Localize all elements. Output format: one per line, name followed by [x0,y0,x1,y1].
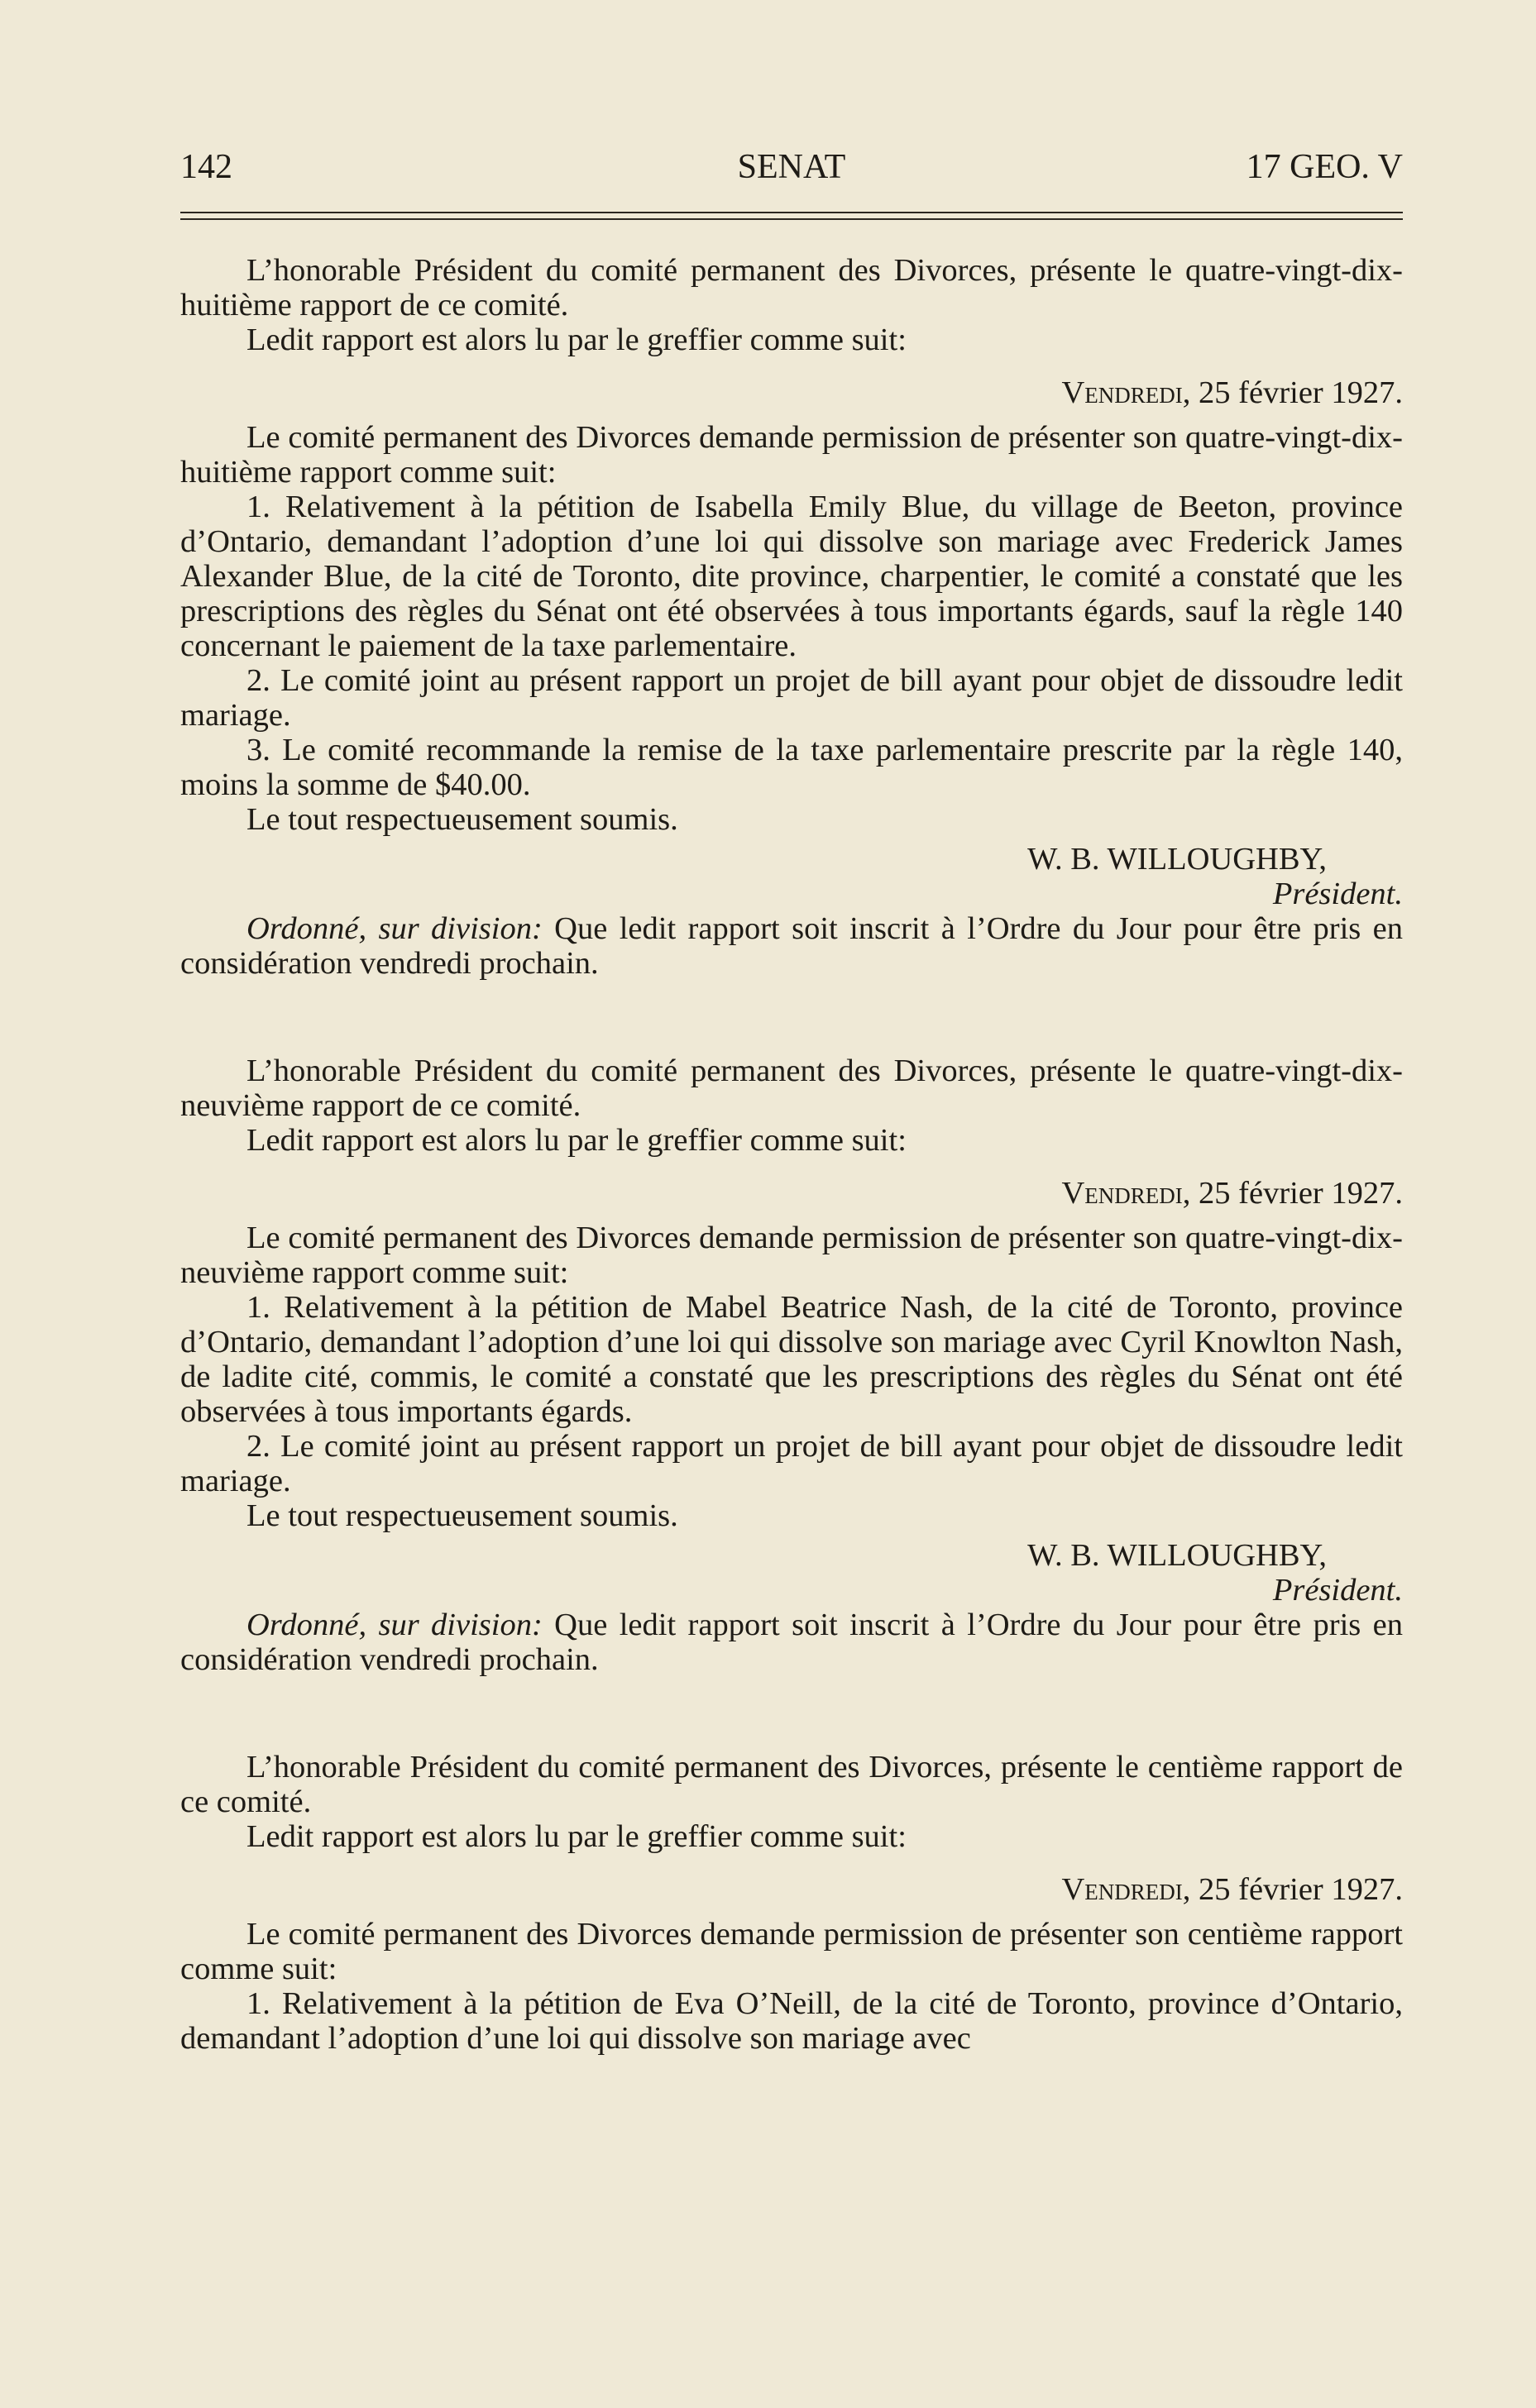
request-paragraph: Le comité permanent des Divorces demande permission de présenter son quatre-vingt-dix-neuvième rapport comme suit: [180,1221,1403,1290]
order-paragraph [180,1608,1403,1677]
section-gap [180,1677,1403,1750]
signer-name: W. B. WILLOUGHBY, [1027,842,1327,877]
item-paragraph: 1. Relativement à la pétition de Eva O’Neill, de la cité de Toronto, province d’Ontario, demandant l’adoption d’une loi qui dissolve son mariage avec [180,1986,1403,2056]
order-label: Ordonné, sur division: [246,911,543,946]
date-day: Vendredi, [1061,1872,1191,1907]
page-header [180,147,1403,189]
running-title: SENAT [737,148,846,186]
signer-name: W. B. WILLOUGHBY, [1027,1538,1327,1573]
regnal-year: 17 GEO. V [1246,148,1403,186]
order-text: Que ledit rapport soit inscrit à l’Ordre du Jour pour être pris en considération vendredi prochain. [180,1608,1403,1677]
order-text: Que ledit rapport soit inscrit à l’Ordre du Jour pour être pris en considération vendredi prochain. [180,911,1403,981]
item-paragraph: 2. Le comité joint au présent rapport un projet de bill ayant pour objet de dissoudre ledit mariage. [180,1429,1403,1498]
item-paragraph: 2. Le comité joint au présent rapport un projet de bill ayant pour objet de dissoudre ledit mariage. [180,663,1403,733]
intro-paragraph: L’honorable Président du comité permanent des Divorces, présente le quatre-vingt-dix-neuvième rapport de ce comité. [180,1054,1403,1123]
reading-line: Ledit rapport est alors lu par le greffier comme suit: [246,322,907,357]
report-99 [180,1054,1403,1677]
report-100 [180,1750,1403,2056]
page-body [180,253,1403,2056]
closing-line: Le tout respectueusement soumis. [246,1498,678,1533]
date-rest: 25 février 1927. [1190,375,1403,410]
date-day: Vendredi, [1061,375,1191,410]
date-rest: 25 février 1927. [1190,1176,1403,1211]
order-paragraph [180,911,1403,981]
header-rule-top [180,212,1403,213]
section-gap [180,981,1403,1054]
signer-role: Président. [1272,877,1403,911]
intro-paragraph: L’honorable Président du comité permanent des Divorces, présente le centième rapport de ce comité. [180,1750,1403,1819]
item-paragraph: 3. Le comité recommande la remise de la taxe parlementaire prescrite par la règle 140, moins la somme de $40.00. [180,733,1403,802]
report-98 [180,253,1403,981]
report-date [180,1872,1403,1907]
request-paragraph: Le comité permanent des Divorces demande permission de présenter son centième rapport comme suit: [180,1917,1403,1986]
header-rule-bottom [180,218,1403,220]
page-number: 142 [180,148,232,186]
order-label: Ordonné, sur division: [246,1608,543,1642]
date-rest: 25 février 1927. [1190,1872,1403,1907]
signer-role: Président. [1272,1573,1403,1608]
item-paragraph: 1. Relativement à la pétition de Mabel Beatrice Nash, de la cité de Toronto, province d’Ontario, demandant l’adoption d’une loi qui dissolve son mariage avec Cyril Knowlton Nash, de ladite cité, commis, le comité a constaté que les prescriptions des règles du Sénat ont été observées à tous importants égards. [180,1290,1403,1429]
closing-line: Le tout respectueusement soumis. [246,802,678,837]
request-paragraph: Le comité permanent des Divorces demande permission de présenter son quatre-vingt-dix-huitième rapport comme suit: [180,420,1403,490]
report-date [180,1176,1403,1211]
intro-paragraph: L’honorable Président du comité permanent des Divorces, présente le quatre-vingt-dix-huitième rapport de ce comité. [180,253,1403,322]
reading-line: Ledit rapport est alors lu par le greffier comme suit: [246,1123,907,1158]
report-date [180,375,1403,410]
date-day: Vendredi, [1061,1176,1191,1211]
item-paragraph: 1. Relativement à la pétition de Isabella Emily Blue, du village de Beeton, province d’Ontario, demandant l’adoption d’une loi qui dissolve son mariage avec Frederick James Alexander Blue, de la cité de Toronto, dite province, charpentier, le comité a constaté que les prescriptions des règles du Sénat ont été observées à tous importants égards, sauf la règle 140 concernant le paiement de la taxe parlementaire. [180,490,1403,663]
reading-line: Ledit rapport est alors lu par le greffier comme suit: [246,1819,907,1854]
